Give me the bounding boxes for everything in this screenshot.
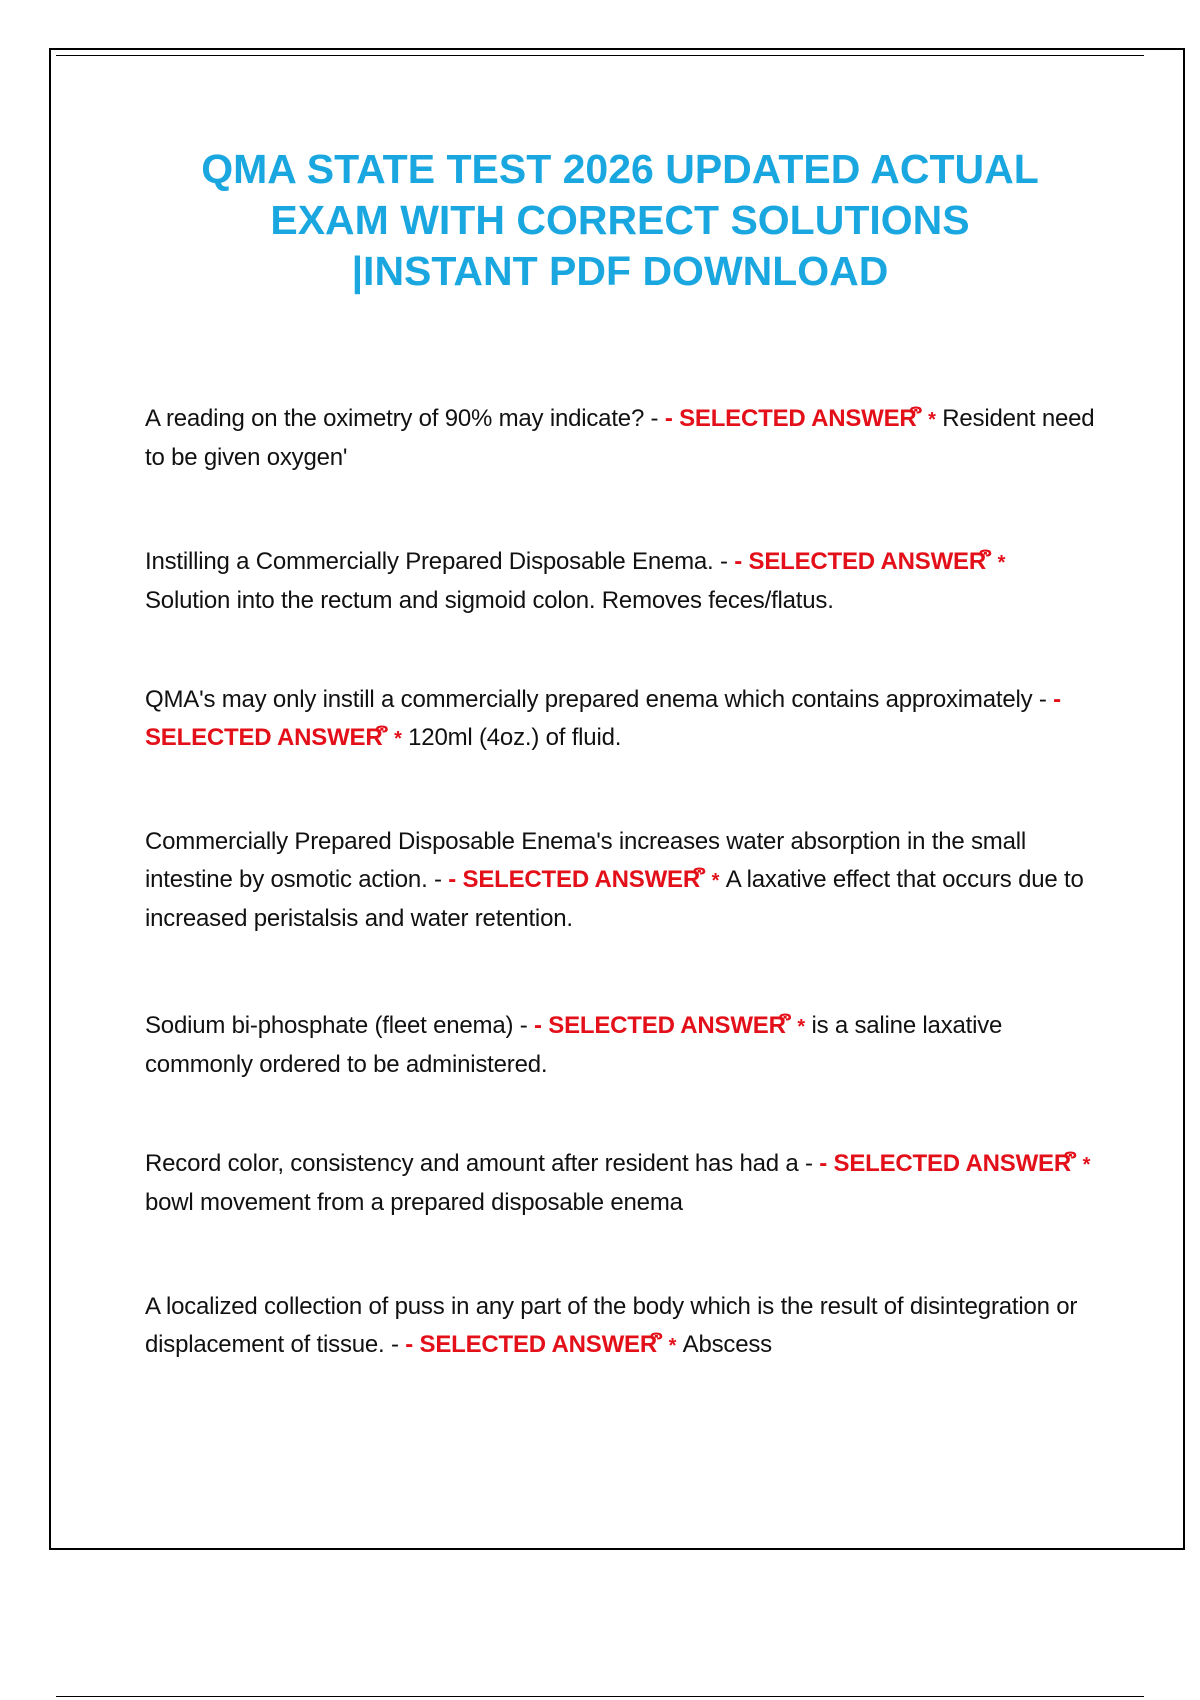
answer-label: - SELECTED ANSWER bbox=[819, 1150, 1071, 1177]
answer-marker-icon: ຶຶ * bbox=[792, 1016, 805, 1038]
answer-marker-icon: ຶຶ * bbox=[388, 728, 402, 750]
document-title bbox=[130, 144, 1110, 297]
answer-marker-icon: ຶຶ * bbox=[992, 552, 1006, 574]
answer-label: - SELECTED ANSWER bbox=[664, 405, 917, 432]
separator: - bbox=[713, 548, 735, 575]
qa-item bbox=[145, 681, 1095, 758]
answer-marker-icon: ຶຶ * bbox=[663, 1335, 677, 1357]
answer-label: - SELECTED ANSWER bbox=[734, 548, 986, 575]
question-text: QMA's may only instill a commercially prepared enema which contains approximately bbox=[145, 686, 1033, 713]
answer-marker-icon: ຶຶ * bbox=[923, 409, 936, 431]
answer-text: Solution into the rectum and sigmoid colon. Removes feces/flatus. bbox=[145, 587, 834, 614]
separator: - bbox=[798, 1150, 820, 1177]
answer-text: bowl movement from a prepared disposable enema bbox=[145, 1189, 683, 1216]
question-text: Sodium bi-phosphate (fleet enema) bbox=[145, 1012, 514, 1039]
qa-item bbox=[145, 1007, 1095, 1084]
answer-text: Resident need to be given oxygen' bbox=[145, 405, 1095, 471]
question-text: Instilling a Commercially Prepared Disposable Enema. bbox=[145, 548, 714, 575]
question-text: Record color, consistency and amount after resident has had a bbox=[145, 1150, 799, 1177]
separator: - bbox=[427, 866, 449, 893]
qa-item bbox=[145, 1145, 1095, 1222]
qa-item bbox=[145, 543, 1095, 620]
answer-marker-icon: ຶຶ * bbox=[706, 870, 720, 892]
answer-label: - SELECTED ANSWER bbox=[448, 866, 700, 893]
title-line: |INSTANT PDF DOWNLOAD bbox=[351, 248, 889, 294]
answer-label: - SELECTED ANSWER bbox=[405, 1331, 657, 1358]
answer-text: 120ml (4oz.) of fluid. bbox=[408, 724, 622, 751]
qa-item bbox=[145, 823, 1095, 938]
answer-text: Abscess bbox=[682, 1331, 772, 1358]
qa-item bbox=[145, 1288, 1095, 1365]
separator: - bbox=[384, 1331, 406, 1358]
answer-marker-icon: ຶຶ * bbox=[1077, 1154, 1091, 1176]
answer-label: - SELECTED ANSWER bbox=[145, 686, 1061, 751]
question-text: A localized collection of puss in any part of the body which is the result of disintegration or displacement of tissue. bbox=[145, 1293, 1078, 1358]
answer-text: A laxative effect that occurs due to increased peristalsis and water retention. bbox=[145, 866, 1084, 932]
question-text: A reading on the oximetry of 90% may indicate? bbox=[145, 405, 645, 432]
answer-text: is a saline laxative commonly ordered to be administered. bbox=[145, 1012, 1003, 1078]
separator: - bbox=[644, 405, 665, 432]
answer-label: - SELECTED ANSWER bbox=[534, 1012, 786, 1039]
bottom-rule bbox=[56, 1696, 1144, 1697]
title-line: QMA STATE TEST 2026 UPDATED ACTUAL bbox=[201, 146, 1039, 192]
qa-item bbox=[145, 400, 1095, 477]
question-text: Commercially Prepared Disposable Enema's increases water absorption in the small intestine by osmotic action. bbox=[145, 828, 1026, 893]
title-line: EXAM WITH CORRECT SOLUTIONS bbox=[270, 197, 970, 243]
separator: - bbox=[1032, 686, 1054, 713]
separator: - bbox=[513, 1012, 535, 1039]
